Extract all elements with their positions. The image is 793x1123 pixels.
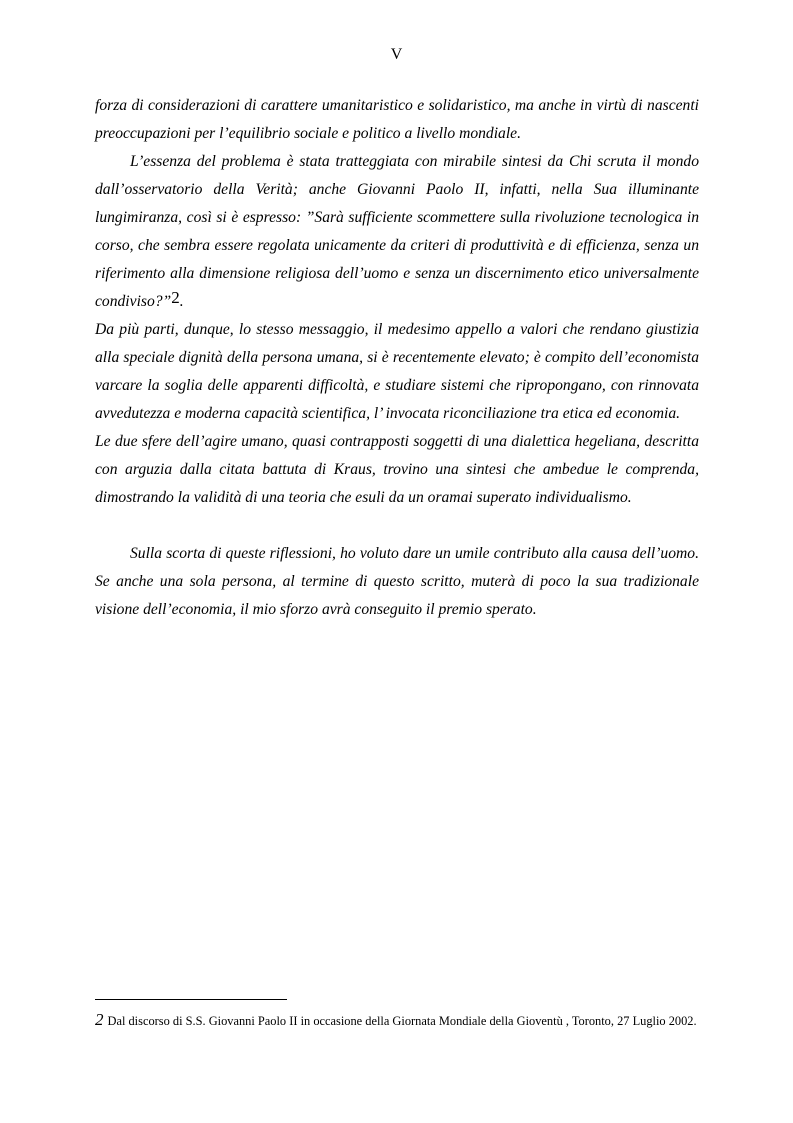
paragraph-3: Da più parti, dunque, lo stesso messaggio, il medesimo appello a valori che rendano giustizia alla speciale dignità della persona umana, si è recentemente elevato; è compito dell’economista varcare la soglia delle apparenti difficoltà, e studiare sistemi che ripropongano, con rinnovata avvedutezza e moderna capacità scientifica, l’ invocata riconciliazione tra etica ed economia. [95, 321, 699, 422]
paragraph-4: Le due sfere dell’agire umano, quasi contrapposti soggetti di una dialettica hegeliana, descritta con arguzia dalla citata battuta di Kraus, trovino una sintesi che ambedue le comprenda, dimostrando la validità di una teoria che esuli da un oramai superato individualismo. [95, 433, 699, 506]
paragraph-1: forza di considerazioni di carattere umanitaristico e solidaristico, ma anche in virtù di nascenti preoccupazioni per l’equilibrio sociale e politico a livello mondiale. [95, 97, 699, 142]
footnote-text: Dal discorso di S.S. Giovanni Paolo II in occasione della Giornata Mondiale della Gioventù , Toronto, 27 Luglio 2002. [107, 1014, 697, 1028]
paragraph-2 [95, 148, 699, 316]
footnote-reference-period: . [179, 293, 184, 310]
footnote-separator [95, 999, 287, 1000]
footnote-reference[interactable]: 2 [171, 288, 180, 307]
page-number: V [390, 46, 403, 63]
body-text [95, 92, 699, 624]
footnote-mark: 2 [95, 1010, 104, 1029]
paragraph-2-text: L’essenza del problema è stata tratteggiata con mirabile sintesi da Chi scruta il mondo dall’osservatorio della Verità; anche Giovanni Paolo II, infatti, nella Sua illuminante lungimiranza, così si è espresso: ”Sarà sufficiente scommettere sulla rivoluzione tecnologica in corso, che sembra essere regolata unicamente da criteri di produttività e di efficienza, senza un riferimento alla dimensione religiosa dell’uomo e senza un discernimento etico universalmente condiviso?” [95, 153, 699, 310]
footnote [95, 1012, 699, 1029]
paragraph-5: Sulla scorta di queste riflessioni, ho voluto dare un umile contributo alla causa dell’uomo. Se anche una sola persona, al termine di questo scritto, muterà di poco la sua tradizionale visione dell’economia, il mio sforzo avrà conseguito il premio sperato. [95, 545, 699, 618]
